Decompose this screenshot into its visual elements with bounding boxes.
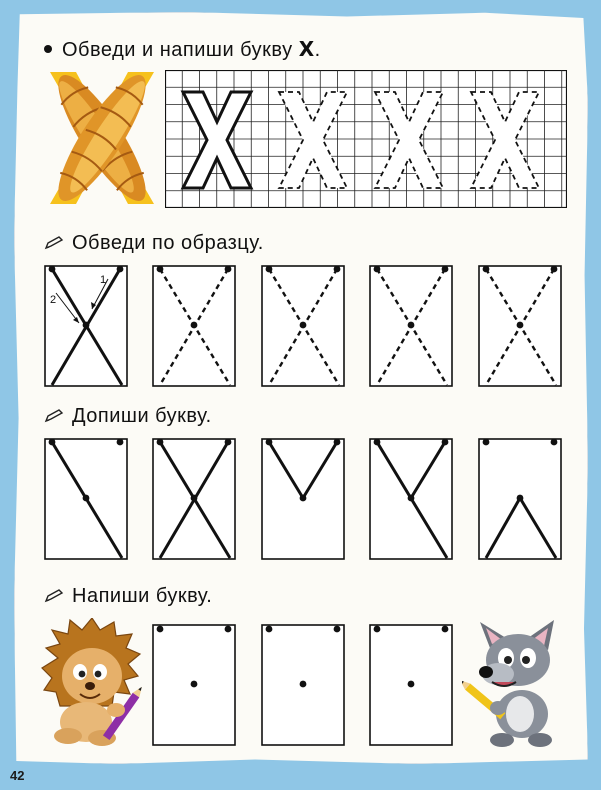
task1-text: Обведи и напиши букву xyxy=(62,39,293,61)
bread-letter-illustration xyxy=(46,68,158,208)
trace-box-4[interactable] xyxy=(478,265,562,387)
complete-box-5[interactable] xyxy=(478,438,562,560)
trace-box-1[interactable] xyxy=(152,265,236,387)
arrow-label-1: 1 xyxy=(100,274,107,286)
hedgehog-illustration xyxy=(40,618,144,748)
task4-text: Напиши букву. xyxy=(72,585,213,607)
sample-box xyxy=(44,265,128,387)
write-box-3[interactable] xyxy=(369,624,453,746)
task1-suffix: . xyxy=(314,39,321,61)
page-number: 42 xyxy=(10,768,25,783)
trace-box-2[interactable] xyxy=(261,265,345,387)
task1-letter: Х xyxy=(298,37,315,61)
complete-box-2[interactable] xyxy=(152,438,236,560)
complete-box-1[interactable] xyxy=(44,438,128,560)
task3-heading xyxy=(44,405,212,428)
pencil-icon xyxy=(44,236,64,250)
task2-text: Обведи по образцу. xyxy=(72,232,264,254)
task4-heading xyxy=(44,585,212,608)
write-box-2[interactable] xyxy=(261,624,345,746)
writing-grid[interactable] xyxy=(165,70,567,208)
task2-heading xyxy=(44,232,264,255)
write-box-1[interactable] xyxy=(152,624,236,746)
complete-box-4[interactable] xyxy=(369,438,453,560)
pencil-icon xyxy=(44,409,64,423)
task1-heading xyxy=(44,37,321,62)
pencil-icon xyxy=(44,589,64,603)
complete-box-3[interactable] xyxy=(261,438,345,560)
trace-box-3[interactable] xyxy=(369,265,453,387)
bullet-icon xyxy=(44,45,52,53)
task3-text: Допиши букву. xyxy=(72,405,212,427)
arrow-label-2: 2 xyxy=(50,294,57,306)
wolf-illustration xyxy=(462,618,572,748)
